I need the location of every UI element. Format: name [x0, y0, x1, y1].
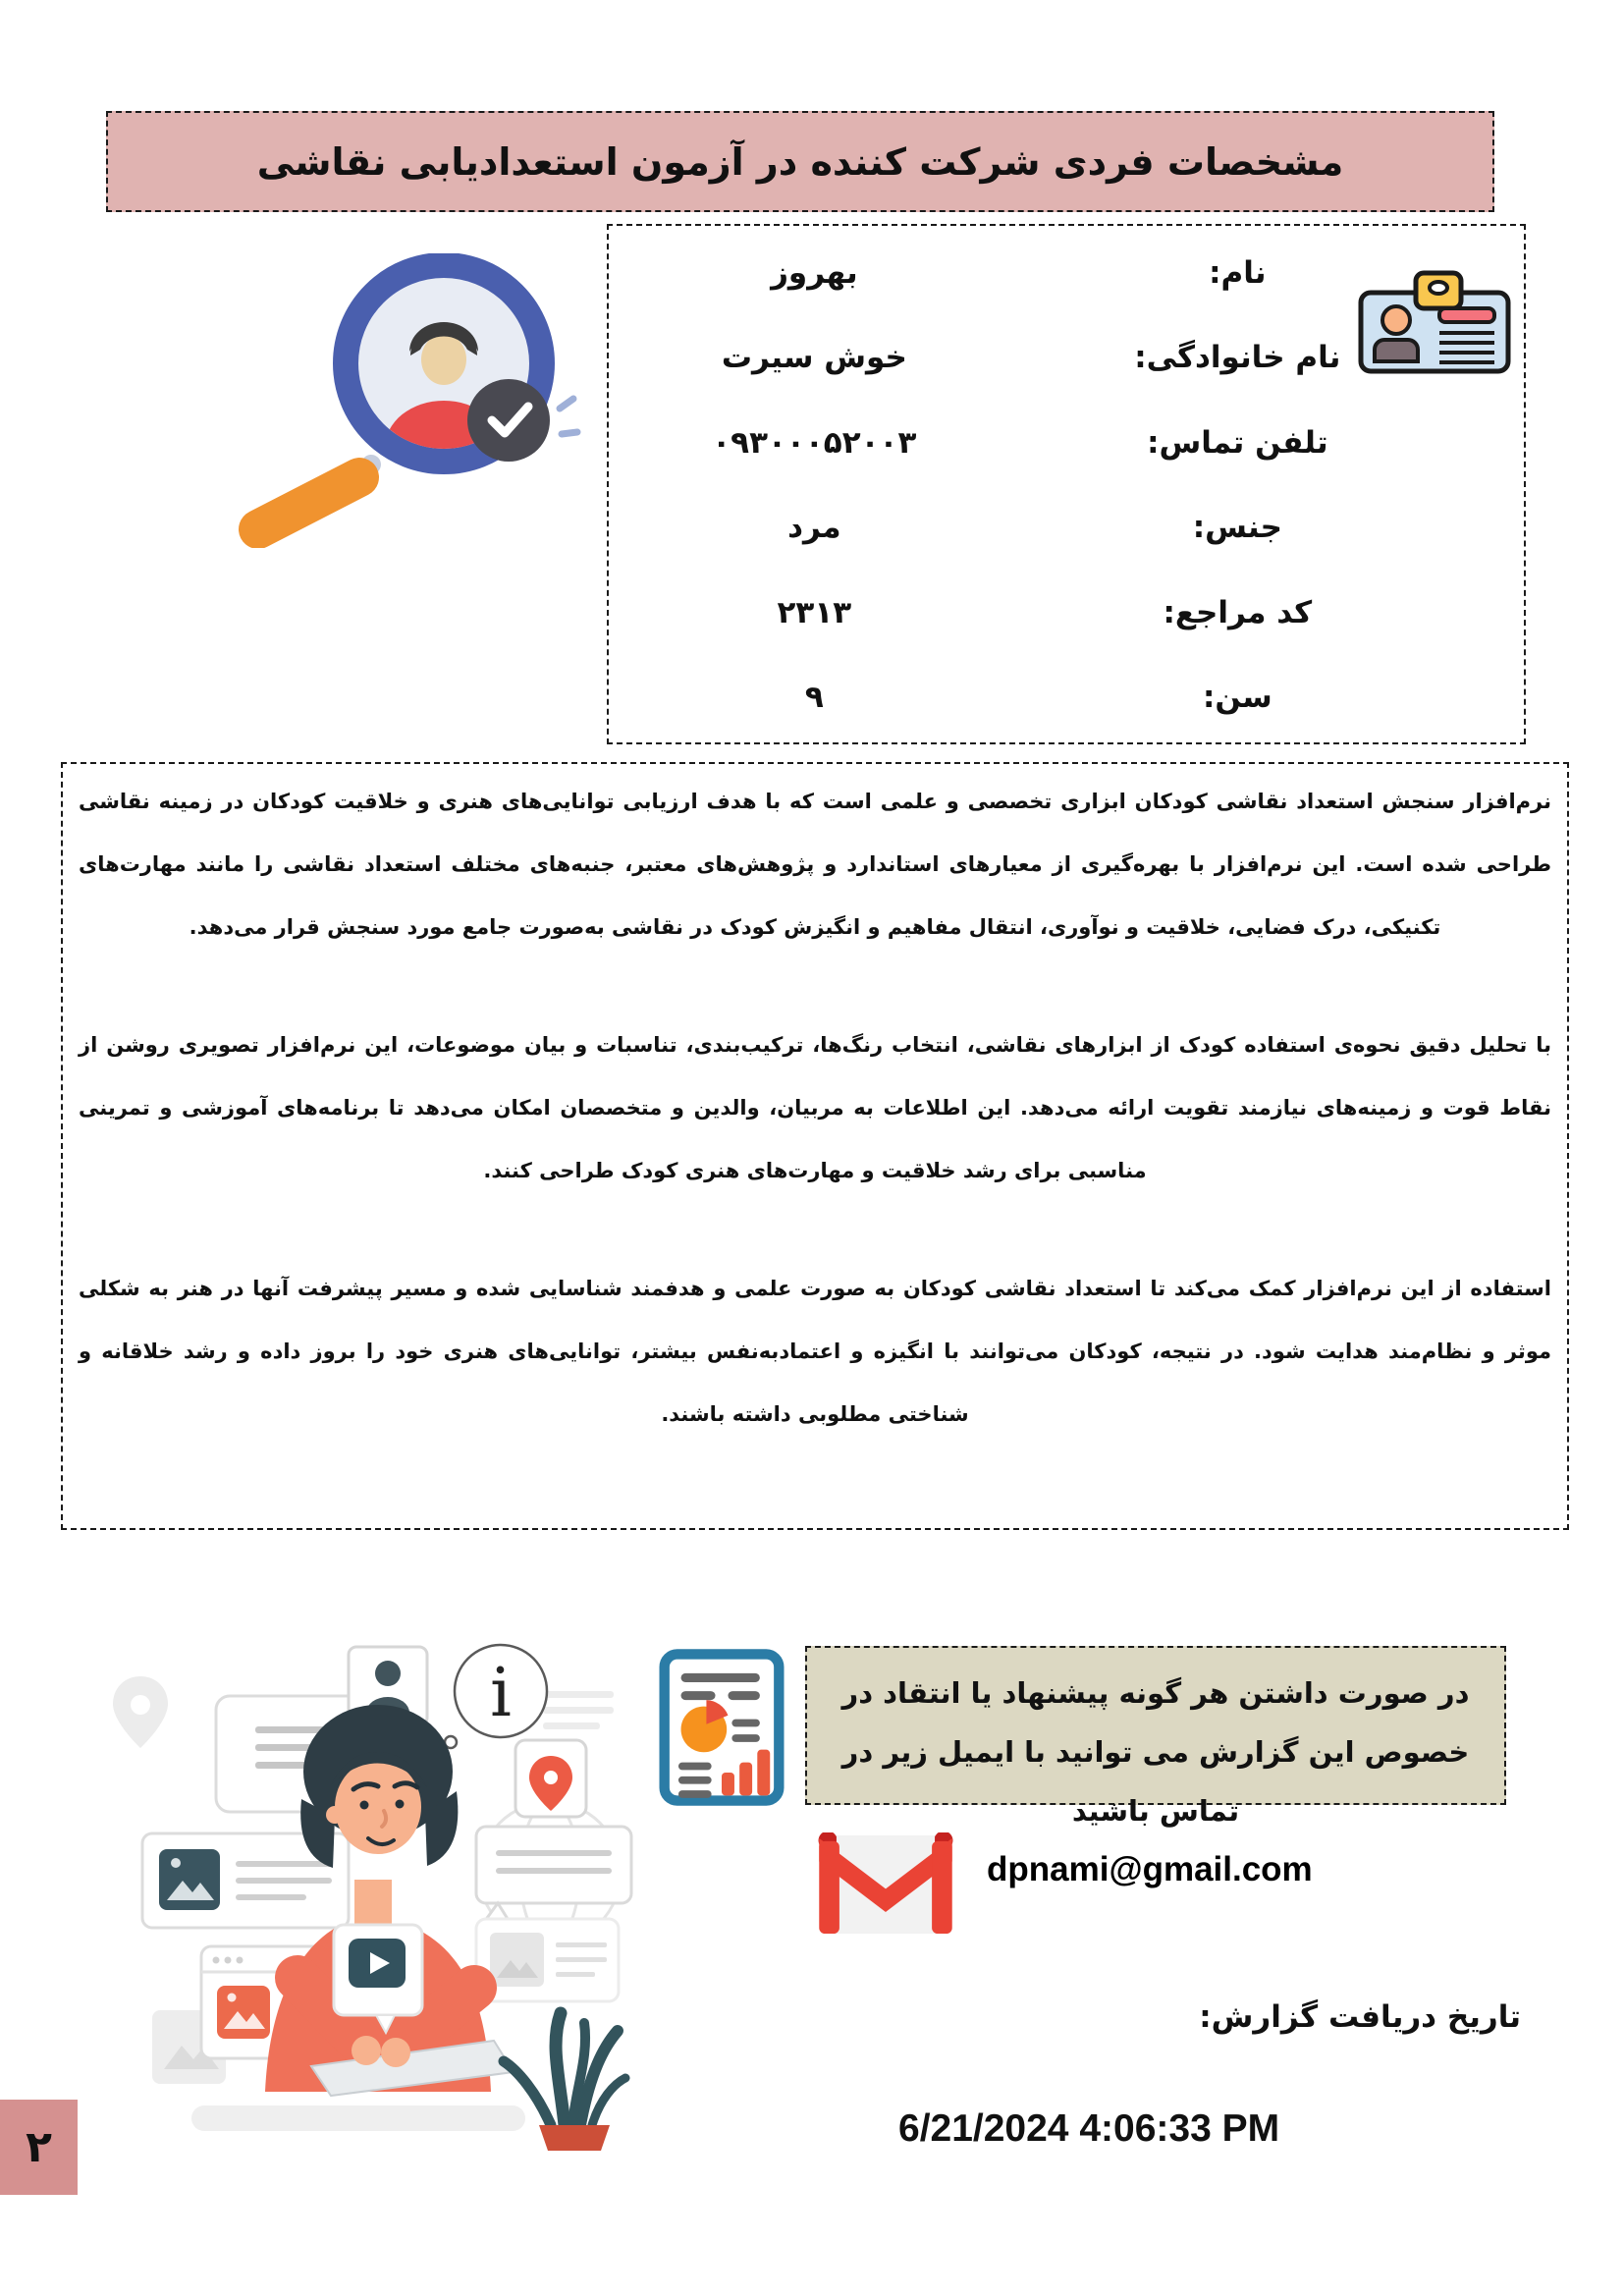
field-value: ۲۳۱۳: [777, 594, 852, 630]
field-label: کد مراجع:: [1163, 594, 1313, 630]
check-icon: [467, 379, 550, 462]
field-row-refcode: [632, 595, 1479, 630]
field-value: خوش سیرت: [721, 340, 907, 376]
profile-search-icon: [214, 253, 591, 548]
field-value: ۹: [804, 679, 824, 715]
field-label: نام خانوادگی:: [1134, 340, 1341, 376]
page-title: مشخصات فردی شرکت کننده در آزمون استعدادیابی نقاشی: [256, 139, 1344, 184]
participant-info-card: [607, 224, 1526, 744]
info-icon: i: [490, 1655, 512, 1732]
page-number-badge: ۲: [0, 2100, 78, 2195]
description-paragraph: نرم‌افزار سنجش استعداد نقاشی کودکان ابزاری تخصصی و علمی است که با هدف ارزیابی توانایی‌های هنری و خلاقیت کودکان در زمینه نقاشی طراحی شده است. این نرم‌افزار با بهره‌گیری از معیارهای استاندارد و پژوهش‌های معتبر، جنبه‌های مختلف استعداد نقاشی را مانند مهارت‌های تکنیکی، درک فضایی، خلاقیت و نوآوری، انتقال مفاهیم و انگیزش کودک در نقاشی به‌صورت جامع مورد سنجش قرار می‌دهد.: [79, 790, 1551, 939]
page-header: [106, 111, 1494, 212]
software-description: [61, 762, 1569, 1530]
field-label: تلفن تماس:: [1147, 424, 1328, 461]
report-date-value: 6/21/2024 4:06:33 PM: [898, 2107, 1280, 2150]
field-label: نام:: [1209, 255, 1267, 291]
field-row-lastname: [632, 340, 1479, 375]
report-date-label: تاریخ دریافت گزارش:: [1199, 1999, 1521, 2035]
field-row-name: [632, 255, 1479, 291]
field-value: مرد: [787, 510, 841, 546]
field-value: ۰۹۳۰۰۰۵۲۰۰۳: [712, 424, 917, 461]
contact-email-link[interactable]: dpnami@gmail.com: [987, 1850, 1313, 1888]
participant-fields: [632, 255, 1479, 715]
field-label: سن:: [1202, 679, 1272, 715]
field-row-gender: [632, 510, 1479, 545]
gmail-icon: [797, 1832, 974, 1937]
description-paragraph: با تحلیل دقیق نحوه‌ی استفاده کودک از ابزارهای نقاشی، انتخاب رنگ‌ها، ترکیب‌بندی، تناسبات و بیان موضوعات، این نرم‌افزار تصویری روشن از نقاط قوت و زمینه‌های نیازمند تقویت ارائه می‌دهد. این اطلاعات به مربیان، والدین و متخصصان امکان می‌دهد تا برنامه‌های آموزشی و تمرینی مناسبی برای رشد خلاقیت و مهارت‌های هنری کودک طراحی کنند.: [79, 1033, 1551, 1182]
description-paragraph: استفاده از این نرم‌افزار کمک می‌کند تا استعداد نقاشی کودکان به صورت علمی و هدفمند شناسایی شده و مسیر پیشرفت آنها در هنر به شکلی موثر و نظام‌مند هدایت شود. در نتیجه، کودکان می‌توانند با انگیزه و اعتمادبه‌نفس بیشتر، توانایی‌های هنری خود را بروز داده و رشد خلاقانه و شناختی مطلوبی داشته باشند.: [79, 1277, 1551, 1426]
field-row-age: [632, 680, 1479, 715]
page-illustration: [54, 1622, 633, 2158]
field-row-phone: [632, 425, 1479, 461]
field-value: بهروز: [771, 255, 858, 291]
contact-note: در صورت داشتن هر گونه پیشنهاد یا انتقاد در خصوص این گزارش می توانید با ایمیل زیر در تماس باشید: [805, 1646, 1506, 1805]
report-chart-icon: [658, 1648, 785, 1807]
field-label: جنس:: [1192, 510, 1282, 546]
